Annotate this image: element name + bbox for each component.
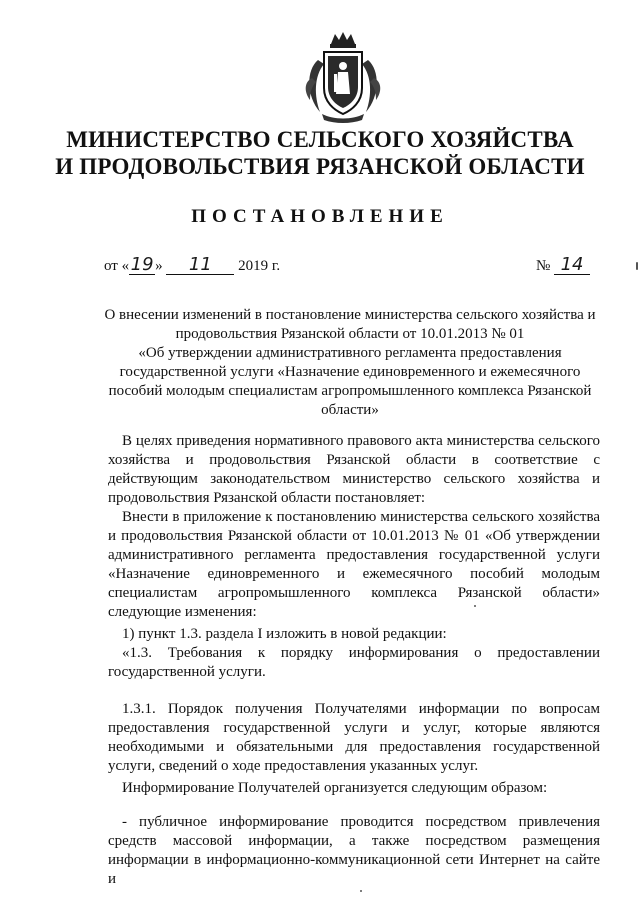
paragraph-public-informing: - публичное информирование проводится посредством привлечения средств массовой информации, а также посредством размещения информации в информационно-коммуникационной сети Интернет на сайте и [108, 814, 600, 887]
date-prefix: от « [104, 258, 130, 274]
coat-of-arms-emblem [300, 30, 386, 126]
subject-line: области» [321, 402, 379, 418]
body-block-preamble [108, 432, 600, 622]
paragraph-amendment-intro: Внести в приложение к постановлению министерства сельского хозяйства и продовольствия Рязанской области от 10.01.2013 № 01 «Об утверждении административного регламента предоставления государственной услуги «Назначение единовременного и ежемесячного пособий молодым специалистам агропромышленного комплекса Рязанской области» следующие изменения: [108, 509, 600, 620]
paragraph-informing: Информирование Получателей организуется следующим образом: [122, 780, 548, 796]
ministry-title-line-2: И ПРОДОВОЛЬСТВИЯ РЯЗАНСКОЙ ОБЛАСТИ [55, 154, 585, 179]
subject-line: продовольствия Рязанской области от 10.01.2013 № 01 [175, 326, 525, 342]
subject-line: «Об утверждении административного регламента предоставления [138, 345, 562, 361]
subject-line: пособий молодым специалистам агропромышленного комплекса Рязанской [108, 383, 592, 399]
date-day-handwritten: 19 [130, 254, 154, 275]
scan-speck [360, 890, 362, 892]
document-number [536, 254, 590, 275]
scan-speck [636, 262, 638, 270]
ministry-title-line-1: МИНИСТЕРСТВО СЕЛЬСКОГО ХОЗЯЙСТВА [66, 127, 574, 152]
date-quote-close: » [155, 258, 163, 274]
paragraph-preamble: В целях приведения нормативного правового акта министерства сельского хозяйства и продовольствия Рязанской области в соответствие с действующим законодательством министерство сельского хозяйства и продовольствия Рязанской области постановляет: [108, 433, 600, 506]
number-prefix: № [536, 258, 551, 274]
date-year: 2019 г. [238, 258, 281, 274]
body-block-informing [108, 779, 600, 798]
date-month-handwritten: 11 [166, 254, 234, 275]
number-handwritten: 14 [554, 254, 590, 275]
date-line [104, 254, 280, 275]
scan-speck [474, 605, 476, 607]
paragraph-item-1: 1) пункт 1.3. раздела I изложить в новой редакции: [122, 626, 447, 642]
body-block-1-3-1 [108, 700, 600, 776]
document-type-heading: ПОСТАНОВЛЕНИЕ [191, 206, 449, 227]
decree-subject [100, 306, 600, 420]
body-block-item-1 [108, 625, 600, 682]
paragraph-section-1-3: «1.3. Требования к порядку информирования о предоставлении государственной услуги. [108, 645, 600, 680]
paragraph-section-1-3-1: 1.3.1. Порядок получения Получателями информации по вопросам предоставления государственной услуги и услуг, которые являются необходимыми и обязательными для предоставления государственной услуги, сведений о ходе предоставления указанных услуг. [108, 701, 600, 774]
body-block-public-informing [108, 813, 600, 889]
subject-line: О внесении изменений в постановление министерства сельского хозяйства и [104, 307, 596, 323]
subject-line: государственной услуги «Назначение единовременного и ежемесячного [119, 364, 581, 380]
